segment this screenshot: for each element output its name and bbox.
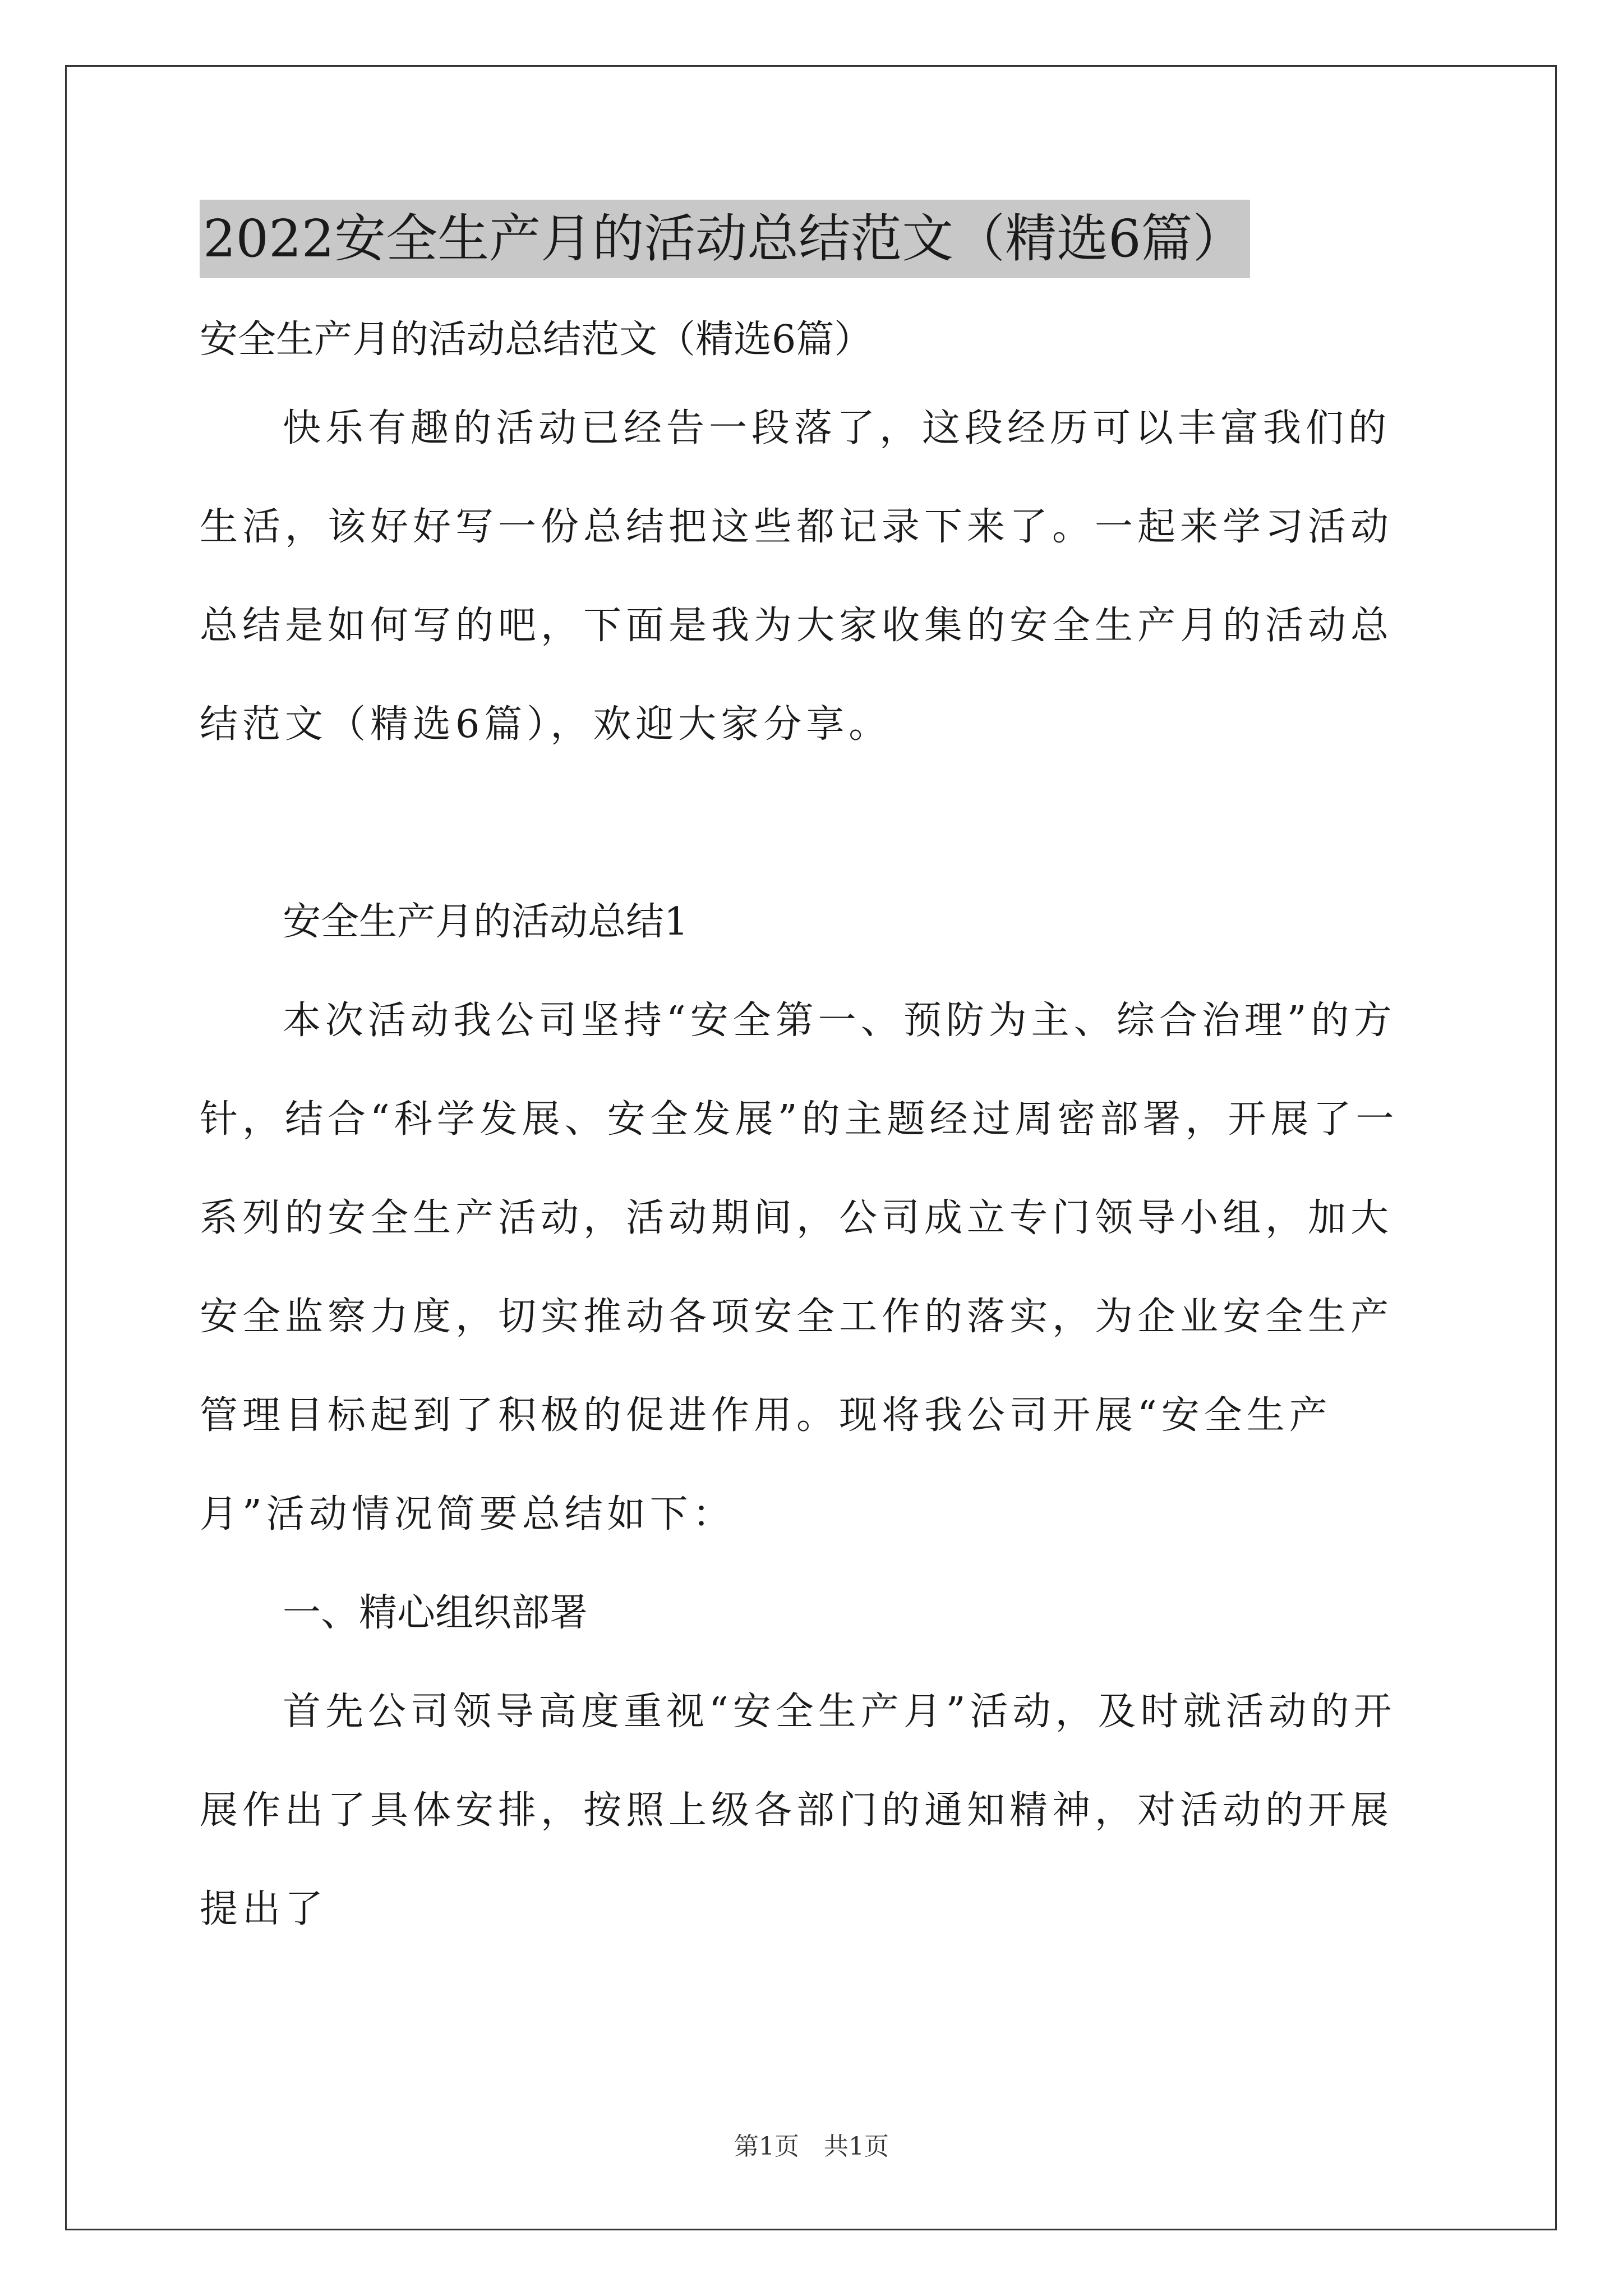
page-footer: 第1页 共1页: [734, 2132, 889, 2161]
section-paragraph-2: 首先公司领导高度重视“安全生产月”活动，及时就活动的开展作出了具体安排，按照上级各部门的通知精神，对活动的开展提出了: [200, 1690, 1396, 1931]
intro-paragraph: 快乐有趣的活动已经告一段落了，这段经历可以丰富我们的生活，该好好写一份总结把这些都记录下来了。一起来学习活动总结是如何写的吧，下面是我为大家收集的安全生产月的活动总结范文（精选6篇），欢迎大家分享。: [200, 406, 1394, 747]
section-heading: 安全生产月的活动总结1: [283, 900, 689, 944]
subsection-heading: 一、精心组织部署: [283, 1591, 588, 1635]
document-title: 2022安全生产月的活动总结范文（精选6篇）: [200, 200, 1250, 278]
document-subtitle: 安全生产月的活动总结范文（精选6篇）: [200, 318, 873, 362]
document-body: [200, 200, 1422, 1959]
section-paragraph: 本次活动我公司坚持“安全第一、预防为主、综合治理”的方针，结合“科学发展、安全发展”的主题经过周密部署，开展了一系列的安全生产活动，活动期间，公司成立专门领导小组，加大安全监察力度，切实推动各项安全工作的落实，为企业安全生产管理目标起到了积极的促进作用。现将我公司开展“安全生产月”活动情况简要总结如下：: [200, 999, 1399, 1536]
